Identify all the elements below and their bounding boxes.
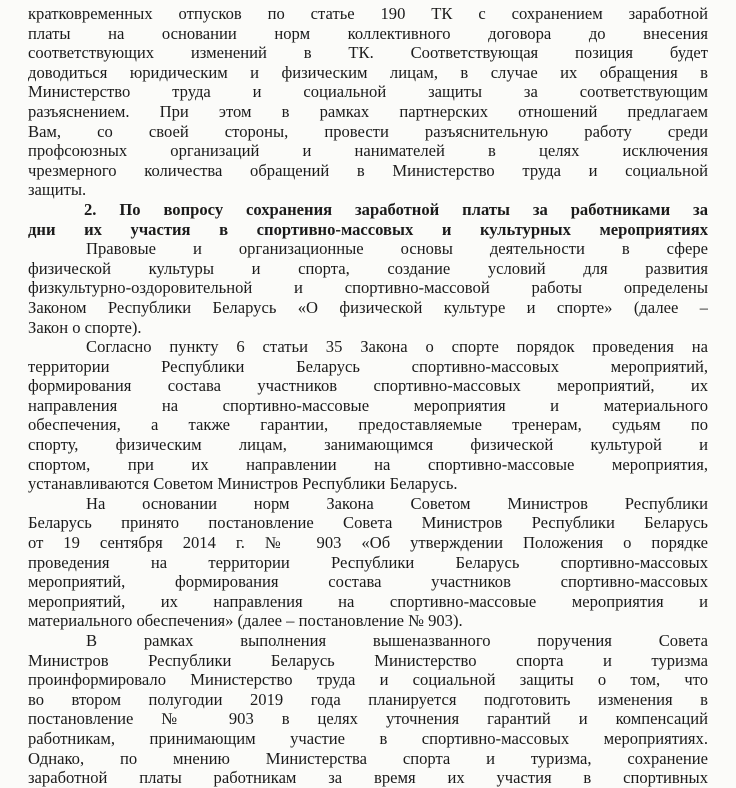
heading-line: 2. По вопросу сохранения заработной платы за работниками за [84, 199, 708, 219]
paragraph-article-35 [28, 337, 708, 494]
text-line: Министерство труда и социальной защиты за соответствующим [28, 82, 708, 102]
text-line: мероприятий, формирования состава участников спортивно-массовых [28, 572, 708, 592]
text-line: мероприятий, их направления на спортивно-массовые мероприятия и [28, 591, 708, 611]
text-line: Законом Республики Беларусь «О физической культуре и спорте» (далее – [28, 297, 708, 317]
text-line: профсоюзных организаций и нанимателей в целях исключения [28, 141, 708, 161]
text-line: разъяснением. При этом в рамках партнерских отношений предлагаем [28, 101, 708, 121]
text-line: соответствующих изменений в ТК. Соответствующая позиция будет [28, 43, 708, 63]
text-line: Закон о спорте). [28, 317, 142, 337]
text-line: Правовые и организационные основы деятельности в сфере [86, 239, 708, 259]
text-line: проведения на территории Республики Беларусь спортивно-массовых [28, 552, 708, 572]
text-line: спортом, при их направлении на спортивно-массовые мероприятия, [28, 454, 708, 474]
paragraph-resolution-903 [28, 494, 708, 631]
text-line: от 19 сентября 2014 г. № 903 «Об утверждении Положения о порядке [28, 533, 708, 553]
text-line: спорту, физическим лицам, занимающимся физической культурой и [28, 435, 708, 455]
intro-paragraph [28, 4, 708, 200]
text-line: материального обеспечения» (далее – постановление № 903). [28, 611, 463, 631]
text-line: физической культуры и спорта, создание условий для развития [28, 258, 708, 278]
text-line: Однако, по мнению Министерства спорта и туризма, сохранение [28, 748, 708, 768]
text-line: заработной платы работникам за время их участия в спортивных [28, 768, 708, 788]
paragraph-ministry-sport [28, 631, 708, 788]
text-line: постановление № 903 в целях уточнения гарантий и компенсаций [28, 709, 708, 729]
text-line: территории Республики Беларусь спортивно-массовых мероприятий, [28, 356, 708, 376]
heading-line: дни их участия в спортивно-массовых и культурных мероприятиях [28, 219, 708, 239]
text-line: Министров Республики Беларусь Министерство спорта и туризма [28, 650, 708, 670]
text-line: обеспечения, а также гарантии, предоставляемые тренерам, судьям по [28, 415, 708, 435]
text-line: проинформировало Министерство труда и социальной защиты о том, что [28, 670, 708, 690]
paragraph-legal-basis [28, 239, 708, 337]
text-line: устанавливаются Советом Министров Республики Беларусь. [28, 474, 458, 494]
text-line: Беларусь принято постановление Совета Министров Республики Беларусь [28, 513, 708, 533]
text-line: чрезмерного количества обращений в Министерство труда и социальной [28, 160, 708, 180]
text-line: защиты. [28, 180, 87, 200]
text-line: работникам, принимающим участие в спортивно-массовых мероприятиях. [28, 728, 708, 748]
text-line: во втором полугодии 2019 года планируется подготовить изменения в [28, 689, 708, 709]
section-heading [28, 200, 708, 239]
text-line: На основании норм Закона Советом Министров Республики [86, 493, 708, 513]
text-line: кратковременных отпусков по статье 190 ТК с сохранением заработной [28, 4, 708, 23]
text-line: Вам, со своей стороны, провести разъяснительную работу среди [28, 121, 708, 141]
text-line: Согласно пункту 6 статьи 35 Закона о спорте порядок проведения на [86, 337, 708, 357]
text-line: формирования состава участников спортивно-массовых мероприятий, их [28, 376, 708, 396]
text-line: доводиться юридическим и физическим лицам, в случае их обращения в [28, 62, 708, 82]
text-line: платы на основании норм коллективного договора до внесения [28, 23, 708, 43]
text-line: направления на спортивно-массовые мероприятия и материального [28, 395, 708, 415]
text-line: физкультурно-оздоровительной и спортивно-массовой работы определены [28, 278, 708, 298]
text-line: В рамках выполнения вышеназванного поручения Совета [86, 631, 708, 650]
